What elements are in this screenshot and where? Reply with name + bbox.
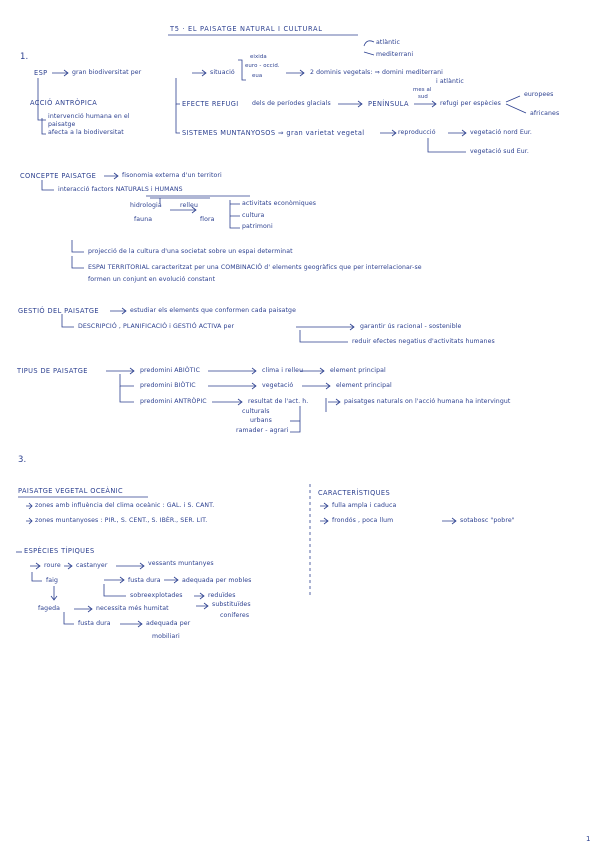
needs-humidity: necessita més humitat bbox=[96, 605, 169, 612]
oceanic-zone-2: zones muntanyoses : PIR., S. CENT., S. IBÈR., SER. LIT. bbox=[35, 517, 208, 524]
mountain-slopes: vessants muntanyes bbox=[148, 560, 214, 567]
species-chestnut: castanyer bbox=[76, 562, 108, 569]
anthropic-type: predomini ANTRÒPIC bbox=[140, 398, 207, 405]
landscape-types-heading: TIPUS DE PAISATGE bbox=[17, 367, 88, 375]
biodiversity-text: gran biodiversitat per bbox=[72, 69, 142, 76]
african-label: africanes bbox=[530, 110, 560, 117]
suitable-for: adequada per bbox=[146, 620, 191, 627]
biotic-type: predomini BIÒTIC bbox=[140, 382, 196, 389]
species-beech: faig bbox=[46, 577, 59, 584]
landscape-management-heading: GESTIÓ DEL PAISATGE bbox=[18, 307, 99, 315]
territorial-space-2: formen un conjunt en evolució constant bbox=[88, 276, 216, 283]
agrarian-label: ramader - agrari bbox=[236, 427, 289, 434]
territorial-space: ESPAI TERRITORIAL caracteritzat per una COMBINACIÓ d' elements geogràfics que per interrelacionar-se bbox=[88, 264, 422, 271]
characteristics-heading: CARACTERÍSTIQUES bbox=[318, 489, 391, 497]
reproduction-label: reproducció bbox=[398, 129, 436, 136]
cultural-label: culturals bbox=[242, 408, 270, 415]
european-label: europees bbox=[524, 91, 554, 98]
relief-label: relleu bbox=[180, 202, 198, 209]
section-3-number: 3. bbox=[18, 455, 27, 465]
situation-a: eixida bbox=[250, 54, 267, 60]
characteristic-3: sotabosc "pobre" bbox=[460, 517, 515, 524]
management-guarantee: garantir ús racional - sostenible bbox=[360, 323, 462, 330]
atlantic-label: atlàntic bbox=[376, 39, 400, 46]
anthropic-action-1: intervenció humana en el bbox=[48, 113, 130, 120]
anthropic-action-2: afecta a la biodiversitat bbox=[48, 129, 124, 136]
anthropic-natural: paisatges naturals on l'acció humana ha intervingut bbox=[344, 398, 511, 405]
mediterranean-label: mediterrani bbox=[376, 51, 414, 58]
anthropic-action-1b: paisatge bbox=[48, 121, 76, 128]
refuge-text: refugi per espècies bbox=[440, 100, 501, 107]
situation-c: eua bbox=[252, 73, 263, 79]
furniture: mobiliari bbox=[152, 633, 180, 640]
human-factor-1: activitats econòmiques bbox=[242, 200, 317, 207]
page-title: T5 · EL PAISATGE NATURAL I CULTURAL bbox=[170, 25, 323, 33]
north-europe-vegetation: vegetació nord Eur. bbox=[470, 129, 533, 136]
refuge-effect-label: EFECTE REFUGI bbox=[182, 100, 239, 108]
more-to-label: mes al bbox=[413, 87, 432, 93]
conifers: coníferes bbox=[220, 612, 250, 619]
oceanic-landscape-heading: PAISATGE VEGETAL OCEÀNIC bbox=[18, 487, 124, 495]
abiotic-type: predomini ABIÒTIC bbox=[140, 367, 201, 374]
hard-wood-2: fusta dura bbox=[78, 620, 111, 627]
human-factor-3: patrimoni bbox=[242, 223, 273, 230]
characteristic-2: frondós , poca llum bbox=[332, 517, 394, 524]
south-label: sud bbox=[418, 94, 428, 100]
peninsula-label: PENÍNSULA bbox=[368, 100, 409, 108]
suitable-furniture: adequada per mobles bbox=[182, 577, 252, 584]
species-oak: roure bbox=[44, 562, 61, 569]
typical-species-heading: ESPÈCIES TÍPIQUES bbox=[24, 547, 95, 555]
human-factor-2: cultura bbox=[242, 212, 265, 219]
hydrology-label: hidrologia bbox=[130, 202, 162, 209]
management-description: DESCRIPCIÓ , PLANIFICACIÓ i GESTIÓ ACTIVA per bbox=[78, 323, 235, 330]
management-study: estudiar els elements que conformen cada paisatge bbox=[130, 307, 296, 314]
hard-wood: fusta dura bbox=[128, 577, 161, 584]
domains-text: 2 dominis vegetals: ⇒ domini mediterrani bbox=[310, 69, 443, 76]
culture-projection: projecció de la cultura d'una societat sobre un espai determinat bbox=[88, 248, 293, 255]
landscape-concept-heading: CONCEPTE PAISATGE bbox=[20, 172, 97, 180]
abiotic-principal: element principal bbox=[330, 367, 386, 374]
section-1-number: 1. bbox=[20, 52, 29, 62]
reduced: reduïdes bbox=[208, 592, 236, 599]
oceanic-zone-1: zones amb influència del clima oceànic : GAL. i S. CANT. bbox=[35, 502, 215, 509]
anthropic-action-heading: ACCIÓ ANTRÒPICA bbox=[30, 99, 98, 107]
situation-b: euro - occid. bbox=[245, 63, 280, 69]
south-europe-vegetation: vegetació sud Eur. bbox=[470, 148, 529, 155]
fauna-label: fauna bbox=[134, 216, 153, 223]
management-reduce: reduir efectes negatius d'activitats humanes bbox=[352, 338, 495, 345]
page-number: 1 bbox=[586, 835, 591, 843]
abiotic-element: clima i relleu bbox=[262, 367, 304, 374]
mountain-systems-text: SISTEMES MUNTANYOSOS ⇒ gran varietat vegetal bbox=[182, 129, 365, 137]
esp-label: ESP bbox=[34, 69, 48, 77]
overexploited: sobreexplotades bbox=[130, 592, 183, 599]
interaction-factors: interacció factors NATURALS i HUMANS bbox=[58, 186, 183, 193]
situation-text: situació bbox=[210, 69, 235, 76]
refuge-effect-text: dels de períodes glacials bbox=[252, 100, 331, 107]
beech-forest: fageda bbox=[38, 605, 61, 612]
substituted: substituïdes bbox=[212, 601, 251, 608]
urban-label: urbans bbox=[250, 417, 272, 424]
domains-text-2: i atlàntic bbox=[436, 78, 464, 85]
characteristic-1: fulla ampla i caduca bbox=[332, 502, 397, 509]
landscape-definition: fisonomia externa d'un territori bbox=[122, 172, 222, 179]
anthropic-result: resultat de l'act. h. bbox=[248, 398, 309, 405]
biotic-element: vegetació bbox=[262, 382, 294, 389]
flora-label: flora bbox=[200, 216, 215, 223]
biotic-principal: element principal bbox=[336, 382, 392, 389]
